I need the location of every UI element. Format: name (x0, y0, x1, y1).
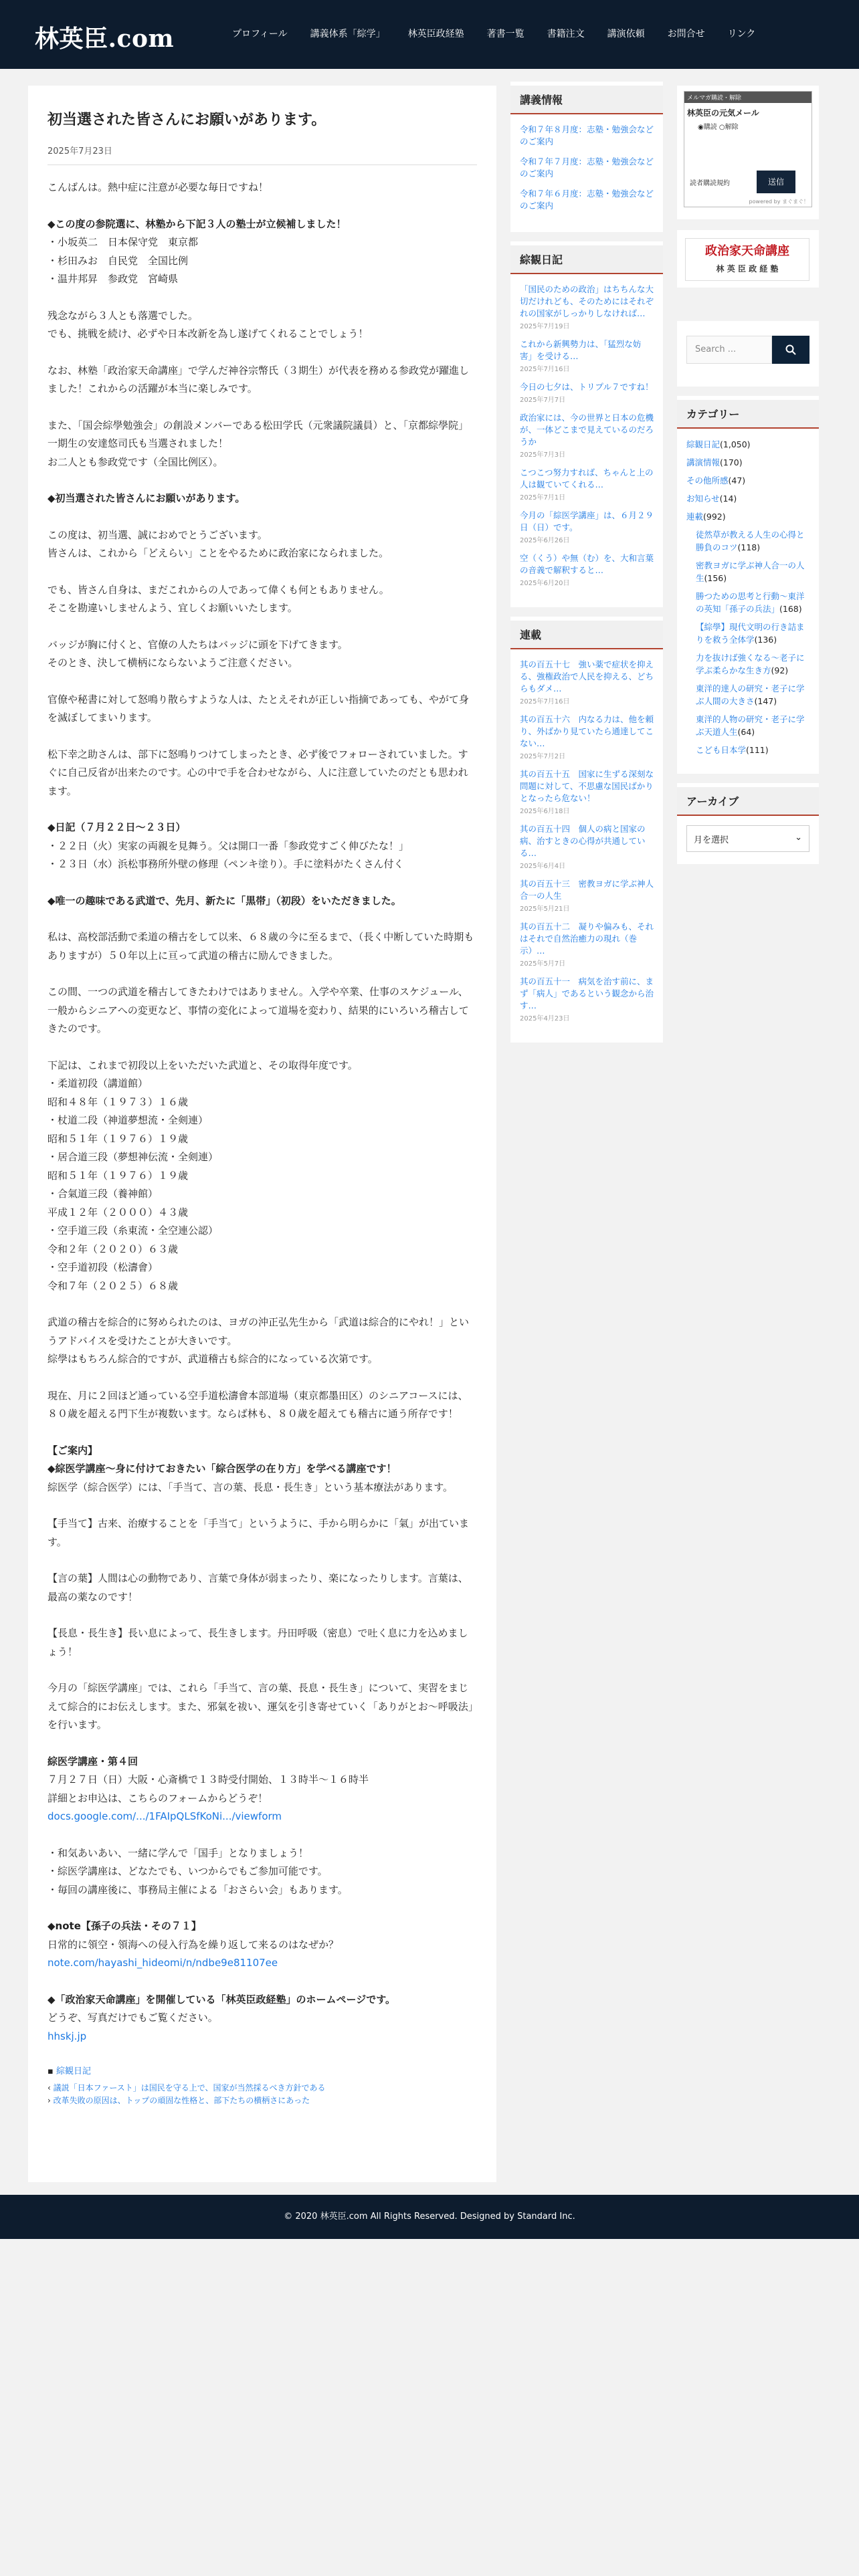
serial-post-date: 2025年7月2日 (520, 753, 566, 760)
serial-post-link[interactable]: 其の百五十六 内なる力は、他を頼り、外ばかり見ていたら通達してこない… (520, 714, 654, 748)
seminar-form-text: 詳細とお申込は、こちらのフォームからどうぞ！ (47, 1792, 268, 1804)
category-link[interactable]: 東洋的人物の研究・老子に学ぶ天道人生 (696, 714, 805, 737)
category-link[interactable]: 東洋的達人の研究・老子に学ぶ人間の大きさ (696, 683, 805, 706)
nav-item[interactable]: 書籍注文 (547, 29, 585, 39)
category-count: (118) (737, 542, 761, 552)
seminar-date: ７月２７日（日）大阪・心斎橋で１３時受付開始、１３時半〜１６時半 (47, 1774, 369, 1786)
article-paragraph: 松下幸之助さんは、部下に怒鳴りつけてしまったとき、必ず後でフォローされていました。すぐに自己反省が出来たのです。心の中で手を合わせながら、人に注意していたのだとも思われます。 (47, 748, 468, 797)
category-widget (677, 396, 819, 774)
seminar-form-link[interactable]: docs.google.com/.../1FAIpQLSfKoNi.../viewform (47, 1810, 282, 1822)
diary-post-link[interactable]: 「国民のための政治」はちちんな大切だけれども、そのためにはそれぞれの国家がしっかりしなければ… (520, 284, 654, 318)
serial-post-link[interactable]: 其の百五十七 強い薬で症状を抑える、強権政治で人民を抑える、どちらもダメ… (520, 659, 654, 693)
article-paragraph: 【言の葉】人間は心の動物であり、言葉で身体が弱まったり、楽になったりします。言葉は、最高の薬なのです！ (47, 1572, 468, 1603)
home-link[interactable]: hhskj.jp (47, 2030, 87, 2042)
article-paragraph: また、「国会綜學勉強会」の創設メンバーである松田学氏（元衆議院議員）と、「京都綜學院」一期生の安達悠司氏も当選されました！ お二人とも参政党です（全国比例区）。 (47, 419, 468, 468)
search-button[interactable] (772, 336, 809, 364)
serial-post-link[interactable]: 其の百五十五 国家に生ずる深刻な問題に対して、不思慮な国民ばかりとなったら危ない！ (520, 769, 654, 803)
category-count: (136) (754, 635, 777, 645)
category-count: (1,050) (720, 439, 751, 449)
diary-post-link[interactable]: 空（くう）や無（む）を、大和言葉の音義で解釈すると… (520, 553, 654, 575)
diary-post (520, 338, 654, 373)
nav-item[interactable]: 著書一覧 (486, 29, 524, 39)
category-item (686, 590, 809, 615)
article-paragraph: 【手当て】古来、治療することを「手当て」というように、手から明らかに「氣」が出ています。 (47, 1517, 470, 1548)
nav-item[interactable]: 講演依頼 (607, 29, 645, 39)
article-category (47, 2064, 477, 2076)
seminar-block (47, 1753, 477, 1826)
category-widget-title: カテゴリー (677, 400, 819, 429)
article-paragraph: ◆初当選された皆さんにお願いがあります。 (47, 492, 246, 504)
article-paragraph: ◆唯一の趣味である武道で、先月、新たに「黒帯」（初段）をいただきました。 (47, 894, 401, 907)
article-paragraph: 今月の「綜医学講座」では、これら「手当て、言の葉、長息・長生き」について、実習をまじえて綜合的にお伝えします。また、邪氣を祓い、運気を引き寄せていく「ありがとお〜呼吸法」を行います。 (47, 1682, 474, 1731)
home-block (47, 1991, 477, 2046)
unsubscribe-label: 解除 (725, 124, 739, 131)
mail-radio-group (684, 120, 812, 132)
lecture-widget (510, 82, 663, 232)
serial-widget-title: 連載 (510, 621, 663, 649)
subscribe-label: 購読 (703, 124, 717, 131)
diary-post-date: 2025年6月26日 (520, 537, 570, 544)
article-paragraph: ◆日記（７月２２日〜２３日） ・２２日（火）実家の両親を見舞う。父は開口一番「参政党すごく伸びたな！」 ・２３日（水）浜松事務所外壁の修理（ペンキ塗り）。手に塗料がたくさん付く (47, 821, 409, 870)
diary-post-link[interactable]: 政治家には、今の世界と日本の危機が、一体どこまで見えているのだろうか (520, 413, 654, 447)
lecture-post-link[interactable]: 令和７年７月度：志塾・勉強会などのご案内 (520, 156, 654, 179)
nav-item[interactable]: 林英臣政経塾 (407, 29, 464, 39)
article-paragraph: ◆この度の参院選に、林塾から下記３人の塾士が立候補しました！ ・小坂英二 日本保守党 東京都 ・杉田みお 自民党 全国比例 ・温井邦昇 参政党 宮崎県 (47, 217, 347, 285)
serial-post (520, 659, 654, 706)
site-logo[interactable]: 林英臣.com (35, 25, 175, 53)
mail-widget-title: 林英臣の元気メール (687, 108, 759, 118)
serial-post (520, 714, 654, 760)
category-count: (47) (728, 475, 746, 486)
article-title: 初当選された皆さんにお願いがあります。 (47, 112, 326, 128)
article-paragraph: 武道の稽古を綜合的に努められたのは、ヨガの沖正弘先生から「武道は綜合的にやれ！」というアドバイスを受けたことが大きいです。 綜學はもちろん綜合的ですが、武道稽古も綜合的になっている次第です。 (47, 1316, 470, 1365)
folder-icon: ▪ (47, 2066, 56, 2076)
diary-post-date: 2025年6月20日 (520, 580, 570, 587)
mail-terms-link[interactable]: 読者購読規約 (690, 180, 730, 187)
home-text: どうぞ、写真だけでもご覧ください。 (47, 2012, 218, 2024)
category-item (686, 713, 809, 738)
serial-post-date: 2025年7月16日 (520, 698, 570, 706)
note-title: ◆note【孫子の兵法・その７１】 (47, 1920, 201, 1932)
middle-sidebar (510, 82, 663, 1052)
seminar-banner[interactable] (677, 230, 819, 288)
unsubscribe-radio[interactable]: ○ (719, 124, 725, 131)
diary-post (520, 381, 654, 404)
category-item (686, 744, 809, 756)
category-count: (168) (779, 604, 802, 614)
category-link[interactable]: 力を抜けば強くなる〜老子に学ぶ柔らかな生き方 (696, 653, 805, 675)
diary-post-date: 2025年7月19日 (520, 323, 570, 330)
serial-post-date: 2025年5月7日 (520, 960, 566, 968)
diary-post-date: 2025年7月7日 (520, 397, 566, 404)
main-nav (221, 27, 767, 40)
article (28, 86, 496, 2182)
article-paragraph: 【長息・長生き】長い息によって、長生きします。丹田呼吸（密息）で吐く息に力を込めましょう！ (47, 1627, 468, 1658)
lecture-widget-title: 講義情報 (510, 86, 663, 114)
archive-select[interactable] (686, 825, 809, 852)
archive-select-value: 月を選択 (694, 835, 729, 845)
article-content (47, 179, 477, 2107)
mail-widget-head: メルマガ購読・解除 (684, 92, 812, 103)
lecture-post (520, 156, 654, 180)
diary-post (520, 412, 654, 459)
category-link[interactable]: その他所感 (686, 475, 729, 486)
mail-submit-button[interactable]: 送信 (757, 171, 795, 193)
serial-post-link[interactable]: 其の百五十二 凝りや偏みも、それはそれで自然治癒力の現れ（巻示）… (520, 922, 654, 956)
category-link[interactable]: お知らせ (686, 494, 720, 504)
seminar-bullets: ・和気あいあい、一緒に学んで「国手」となりましょう！ ・綜医学講座は、どなたでも、いつからでもご参加可能です。 ・毎回の講座後に、事務局主催による「おさらい会」もあります。 (47, 1846, 348, 1896)
nav-item[interactable]: 講義体系「綜学」 (310, 29, 385, 39)
category-count: (992) (703, 512, 726, 522)
category-link[interactable]: 勝つための思考と行動〜東洋の英知「孫子の兵法」 (696, 591, 805, 614)
diary-post-date: 2025年7月3日 (520, 451, 566, 459)
category-link[interactable]: 綜観日記 (686, 439, 721, 449)
category-item (686, 510, 809, 523)
prev-post (47, 2082, 477, 2095)
category-link[interactable]: 密教ヨガに学ぶ神人合一の人生 (696, 560, 805, 583)
diary-widget-title: 綜観日記 (510, 245, 663, 274)
category-item (686, 621, 809, 646)
serial-post (520, 768, 654, 815)
article-paragraph: 【ご案内】 ◆綜医学講座〜身に付けておきたい「綜合医学の在り方」を学べる講座です！ 綜医学（綜合医学）には、「手当て、言の葉、長息・長生き」という基本療法があります。 (47, 1444, 454, 1493)
serial-post (520, 921, 654, 968)
article-paragraph: この度は、初当選、誠におめでとうございます。 皆さんは、これから「どえらい」ことをやるために政治家になられました。 (47, 528, 389, 559)
category-item (686, 559, 809, 584)
next-post (47, 2095, 477, 2107)
category-item (686, 492, 809, 505)
serial-post-link[interactable]: 其の百五十四 個人の病と国家の病、治すときの心得が共通している… (520, 824, 646, 858)
home-title: ◆「政治家天命講座」を開催している「林英臣政経塾」のホームページです。 (47, 1993, 396, 2006)
diary-widget (510, 241, 663, 607)
note-text: 日常的に領空・領海への侵入行為を繰り返して来るのはなぜか？ (47, 1938, 339, 1951)
category-item (686, 438, 809, 451)
category-item (686, 474, 809, 487)
diary-post-link[interactable]: こつこつ努力すれば、ちゃんと上の人は観ていてくれる… (520, 467, 654, 490)
serial-post-date: 2025年5月21日 (520, 905, 570, 913)
serial-widget (510, 617, 663, 1043)
article-date: 2025年7月23日 (47, 144, 477, 165)
site-header (0, 0, 859, 69)
diary-post (520, 552, 654, 587)
category-link[interactable]: 連載 (686, 512, 704, 522)
article-paragraph: なお、林塾「政治家天命講座」で学んだ神谷宗幣氏（３期生）が代表を務める参政党が躍進しました！これからの活躍が本当に楽しみです。 (47, 364, 470, 395)
category-item (686, 682, 809, 708)
right-sidebar (677, 86, 819, 873)
article-paragraph: 残念ながら３人とも落選でした。 でも、挑戦を続け、必ずや日本改新を為し遂げてくれることでしょう！ (47, 309, 369, 340)
category-item (686, 651, 809, 677)
mail-widget (677, 86, 819, 219)
category-count: (147) (754, 696, 777, 706)
serial-post (520, 976, 654, 1023)
prev-post-link[interactable]: 議説「日本ファースト」は国民を守る上で、国家が当然採るべき方針である (53, 2083, 326, 2092)
diary-post-link[interactable]: 今月の「綜医学講座」は、６月２９日（日）です。 (520, 510, 654, 532)
search-widget (677, 321, 819, 387)
serial-post-date: 2025年6月18日 (520, 808, 570, 815)
diary-post (520, 467, 654, 502)
archive-widget-title: アーカイブ (677, 787, 819, 816)
article-paragraph: こんばんは。熱中症に注意が必要な毎日ですね！ (47, 181, 269, 193)
category-item (686, 456, 809, 469)
chevron-left-icon: ‹ (47, 2083, 54, 2092)
category-link[interactable]: 【綜學】現代文明の行き詰まりを救う全体学 (696, 622, 805, 645)
serial-post-date: 2025年6月4日 (520, 863, 566, 870)
nav-item[interactable]: リンク (727, 29, 756, 39)
search-icon (785, 344, 796, 355)
category-item (686, 528, 809, 554)
diary-post (520, 510, 654, 544)
site-footer: © 2020 林英臣.com All Rights Reserved. Designed by Standard Inc. (0, 2195, 859, 2239)
article-paragraph: でも、皆さん自身は、まだこれからの人であって偉くも何ともありません。 そこを勘違いしませんよう、宜しくお願いいたします。 (47, 583, 389, 614)
serial-post (520, 878, 654, 913)
article-paragraph: バッジが胸に付くと、官僚の人たちはバッジに頭を下げてきます。 そのとき、決して横柄にならないようご注意ください。 (47, 638, 348, 669)
lecture-post (520, 124, 654, 148)
note-link[interactable]: note.com/hayashi_hideomi/n/ndbe9e81107ee (47, 1957, 278, 1969)
subscribe-radio[interactable]: ◉ (698, 124, 704, 131)
article-paragraph: 官僚や秘書に対して怒鳴り散らすような人は、たとえそれが正しい指摘であっても、やがて身を滅ぼしてまいります。 (47, 693, 469, 724)
serial-post-link[interactable]: 其の百五十三 密教ヨガに学ぶ神人合一の人生 (520, 879, 654, 901)
chevron-down-icon: ⌄ (795, 833, 802, 843)
mail-powered-by: powered by まぐまぐ！ (749, 199, 809, 205)
category-link[interactable]: 徒然草が教える人生の心得と勝負のコツ (696, 530, 805, 552)
serial-post-link[interactable]: 其の百五十一 病気を治す前に、まず「病人」であるという観念から治す… (520, 976, 654, 1010)
banner-title: 政治家天命講座 (705, 244, 789, 258)
diary-post (520, 284, 654, 330)
category-count: (156) (704, 573, 727, 583)
seminar-title: 綜医学講座・第４回 (47, 1755, 138, 1767)
banner-subtitle: 林 英 臣 政 経 塾 (716, 264, 779, 274)
article-paragraph: 私は、高校部活動で柔道の稽古をして以来、６８歳の今に至るまで、（長く中断していた時期もありますが）５０年以上に亘って武道の稽古に励んできました。 (47, 931, 474, 962)
nav-item[interactable]: プロフィール (232, 29, 288, 39)
category-count: (92) (771, 665, 789, 675)
lecture-post-link[interactable]: 令和７年８月度：志塾・勉強会などのご案内 (520, 124, 654, 146)
serial-post (520, 823, 654, 870)
category-link[interactable]: 講演情報 (686, 457, 721, 467)
diary-post-link[interactable]: これから新興勢力は、「猛烈な妨害」を受ける… (520, 339, 642, 361)
note-block (47, 1917, 477, 1973)
lecture-post (520, 188, 654, 212)
category-count: (170) (720, 457, 743, 467)
diary-post-link[interactable]: 今日の七夕は、トリプル７ですね！ (520, 382, 654, 392)
serial-post-date: 2025年4月23日 (520, 1015, 570, 1023)
next-post-link[interactable]: 改革失敗の原因は、トップの頑固な性格と、部下たちの横柄さにあった (53, 2096, 310, 2105)
category-count: (14) (719, 494, 737, 504)
archive-widget (677, 783, 819, 864)
category-count: (64) (737, 727, 755, 737)
article-category-link[interactable]: 綜観日記 (56, 2066, 91, 2076)
nav-item[interactable]: お問合せ (667, 29, 705, 39)
article-paragraph: この間、一つの武道を稽古してきたわけではありません。入学や卒業、仕事のスケジュール、一般からシニアへの変更など、事情の変化によって道場を変わり、結果的にいろいろ稽古してきたのです。 (47, 986, 469, 1035)
diary-post-date: 2025年7月16日 (520, 366, 570, 373)
chevron-right-icon: › (47, 2096, 54, 2105)
category-count: (111) (746, 745, 769, 755)
category-link[interactable]: こども日本学 (696, 745, 747, 755)
diary-post-date: 2025年7月1日 (520, 494, 566, 502)
article-paragraph: 現在、月に２回ほど通っている空手道松濤會本部道場（東京都墨田区）のシニアコースには、８０歳を超える門下生が複数います。ならば林も、８０歳を超えても稽古に通う所存です！ (47, 1389, 468, 1420)
search-input[interactable]: Search ... (686, 336, 772, 364)
lecture-post-link[interactable]: 令和７年６月度：志塾・勉強会などのご案内 (520, 189, 654, 211)
article-paragraph: 下記は、これまで初段以上をいただいた武道と、その取得年度です。 ・柔道初段（講道館） 昭和４８年（１９７３）１６歳 ・杖道二段（神道夢想流・全剣連） 昭和５１年（１９７６）１９歳 ・居合道三段（夢想神伝流・全剣連） 昭和５１年（１９７６）１９歳 ・合氣道三段（養神館） 平成１２年（２０００）４３歳 ・空手道三段（糸東流・全空連公認） 令和２年（２０２０）６３歳 ・空手道初段（松濤會） 令和７年（２０２５）６８歳 (47, 1059, 358, 1292)
post-navigation (47, 2082, 477, 2107)
